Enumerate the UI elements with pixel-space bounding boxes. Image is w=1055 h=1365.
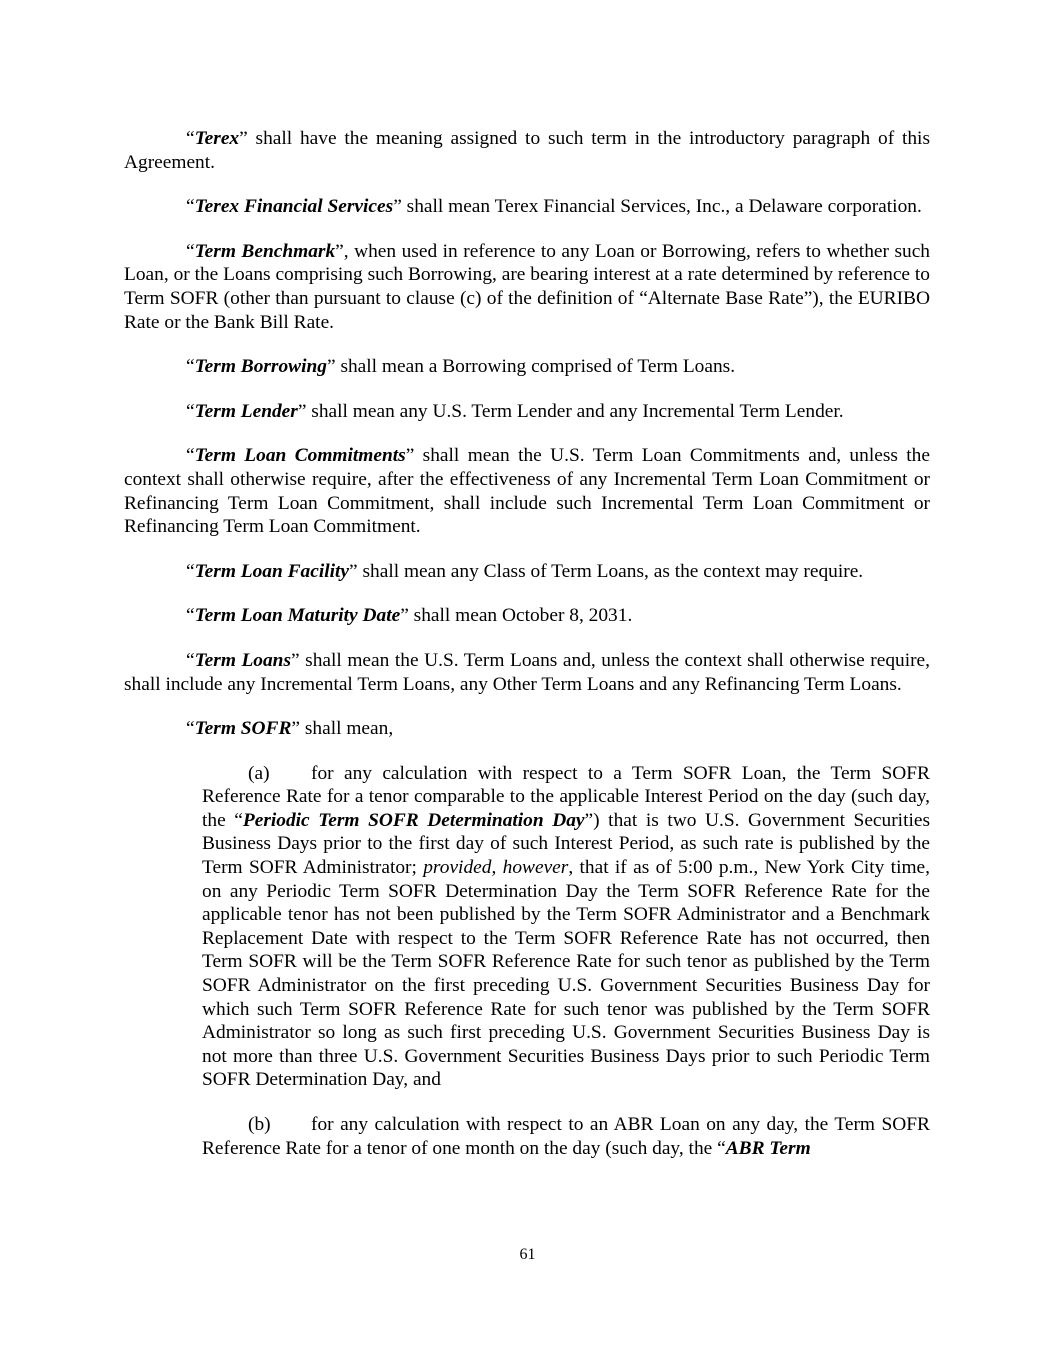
defined-term: Term Loans [194,649,292,671]
defined-term: Periodic Term SOFR Determination Day [242,809,585,831]
definition-text: shall mean a Borrowing comprised of Term Loans. [335,356,736,378]
definition-term-sofr: “Term SOFR” shall mean, [186,718,394,740]
definition-text: shall mean October 8, 2031. [408,605,633,627]
definition-term-loan-commitments: “Term Loan Commitments” shall mean the U.S. Term Loan Commitments and, unless the context shall otherwise require, after the effectiveness of any Incremental Term Loan Commitment or Refinancing Term Loan Commitment, shall include such Incremental Term Loan Commitment or Refinancing Term Loan Commitment. [124,445,930,538]
defined-term: Term Loan Commitments [194,445,406,467]
clause-b [202,1113,930,1160]
clause-text: for any calculation with respect to an ABR Loan on any day, the Term SOFR Reference Rate for a tenor of one month on the day (such day, the “ [202,1114,930,1159]
definition-text: shall mean, [300,718,394,740]
defined-term: Term Loan Maturity Date [194,605,401,627]
definition-term-loan-facility: “Term Loan Facility” shall mean any Class of Term Loans, as the context may require. [186,560,864,582]
clause-label: (a) [248,762,270,784]
definition-text: shall mean any Class of Term Loans, as the context may require. [357,560,864,582]
clause-text: for any calculation with respect to a Term SOFR Loan, the Term SOFR Reference Rate for a tenor comparable to the applicable Interest Period on the day (such day, the “ [202,762,930,831]
proviso-word: however [502,857,569,879]
definition-text: shall mean Terex Financial Services, Inc., a Delaware corporation. [401,196,922,218]
definition-term-benchmark: “Term Benchmark”, when used in reference to any Loan or Borrowing, refers to whether such Loan, or the Loans comprising such Borrowing, are bearing interest at a rate determined by reference to Term SOFR (other than pursuant to clause (c) of the definition of “Alternate Base Rate”), the EURIBO Rate or the Bank Bill Rate. [124,240,930,333]
definition-term-borrowing: “Term Borrowing” shall mean a Borrowing comprised of Term Loans. [186,356,736,378]
clause-text: , [491,857,503,879]
clause-a [202,762,930,1092]
clause-text: ”) that is two U.S. Government Securities Business Days prior to the first day of such Interest Period, as such rate is published by the Term SOFR Administrator; [202,809,930,879]
definition-term-loans: “Term Loans” shall mean the U.S. Term Loans and, unless the context shall otherwise require, shall include any Incremental Term Loans, any Other Term Loans and any Refinancing Term Loans. [124,649,931,695]
definition-text: shall mean the U.S. Term Loan Commitments and, unless the context shall otherwise require, after the effectiveness of any Incremental Term Loan Commitment or Refinancing Term Loan Commitment, shall include such Incremental Term Loan Commitment or Refinancing Term Loan Commitment. [124,445,930,538]
defined-term: Term Loan Facility [194,560,350,582]
definition-term-loan-maturity-date: “Term Loan Maturity Date” shall mean October 8, 2031. [186,605,633,627]
definition-terex-financial-services: “Terex Financial Services” shall mean Terex Financial Services, Inc., a Delaware corporation. [186,196,922,218]
definition-term-lender: “Term Lender” shall mean any U.S. Term Lender and any Incremental Term Lender. [186,400,844,422]
defined-term: Terex [194,128,240,149]
defined-term: Term SOFR [194,718,292,740]
definition-terex: “Terex” shall have the meaning assigned to such term in the introductory paragraph of this Agreement. [124,128,930,173]
clause-text: , that if as of 5:00 p.m., New York City time, on any Periodic Term SOFR Determination Day the Term SOFR Reference Rate for the applicable tenor has not been published by the Term SOFR Administrator and a Benchmark Replacement Date with respect to the Term SOFR Reference Rate has not occurred, then Term SOFR will be the Term SOFR Reference Rate for such tenor as published by the Term SOFR Administrator on the first preceding U.S. Government Securities Business Day for which such Term SOFR Reference Rate for such tenor was published by the Term SOFR Administrator so long as such first preceding U.S. Government Securities Business Day is not more than three U.S. Government Securities Business Days prior to such Periodic Term SOFR Determination Day, and [202,857,930,1091]
definition-text: shall mean the U.S. Term Loans and, unless the context shall otherwise require, shall include any Incremental Term Loans, any Other Term Loans and any Refinancing Term Loans. [124,649,931,695]
defined-term: Terex Financial Services [194,196,394,218]
proviso-word: provided [423,857,492,879]
defined-term: Term Benchmark [194,240,336,262]
clause-label: (b) [248,1114,271,1135]
definition-text: , when used in reference to any Loan or Borrowing, refers to whether such Loan, or the Loans comprising such Borrowing, are bearing interest at a rate determined by reference to Term SOFR (other than pursuant to clause (c) of the definition of “Alternate Base Rate”), the EURIBO Rate or the Bank Bill Rate. [124,240,930,333]
defined-term: Term Borrowing [194,356,327,378]
page-number: 61 [519,1246,536,1263]
defined-term: Term Lender [194,400,298,422]
definition-text: shall mean any U.S. Term Lender and any Incremental Term Lender. [306,400,844,422]
defined-term: ABR Term [725,1137,811,1159]
document-body [124,127,930,1181]
definition-text: shall have the meaning assigned to such term in the introductory paragraph of this Agreement. [124,128,930,173]
